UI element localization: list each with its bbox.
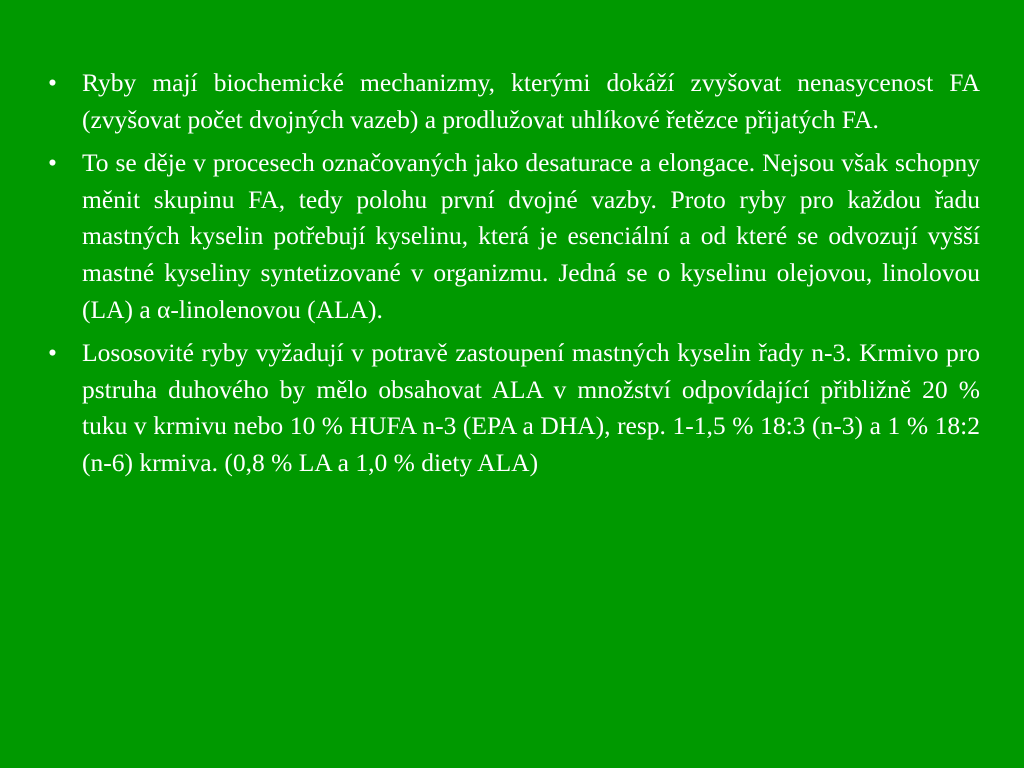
bullet-point: • <box>48 148 57 178</box>
bullet-list <box>48 65 980 489</box>
bullet-item-salmonid-requirements <box>48 335 980 481</box>
bullet-item-desaturation-elongation <box>48 145 980 328</box>
bullet-point: • <box>48 68 57 97</box>
bullet-point: • <box>48 338 57 368</box>
bullet-text: Lososovité ryby vyžadují v potravě zastoupení mastných kyselin řady n-3. Krmivo pro pstruha duhového by mělo obsahovat ALA v množství odpovídající přibližně 20 % tuku v krmivu nebo 10 % HUFA n-3 (EPA a DHA), resp. 1-1,5 % 18:3 (n-3) a 1 % 18:2 (n-6) krmiva. (0,8 % LA a 1,0 % diety ALA) <box>82 338 980 477</box>
bullet-text: To se děje v procesech označovaných jako desaturace a elongace. Nejsou však schopny měnit skupinu FA, tedy polohu první dvojné vazby. Proto ryby pro každou řadu mastných kyselin potřebují kyselinu, která je esenciální a od které se odvozují vyšší mastné kyseliny syntetizované v organizmu. Jedná se o kyselinu olejovou, linolovou (LA) a α-linolenovou (ALA). <box>82 148 980 324</box>
bullet-text: Ryby mají biochemické mechanizmy, kterými dokáží zvyšovat nenasycenost FA (zvyšovat počet dvojných vazeb) a prodlužovat uhlíkové řetězce přijatých FA. <box>82 68 980 134</box>
bullet-item-desaturation-mechanisms <box>48 65 980 138</box>
